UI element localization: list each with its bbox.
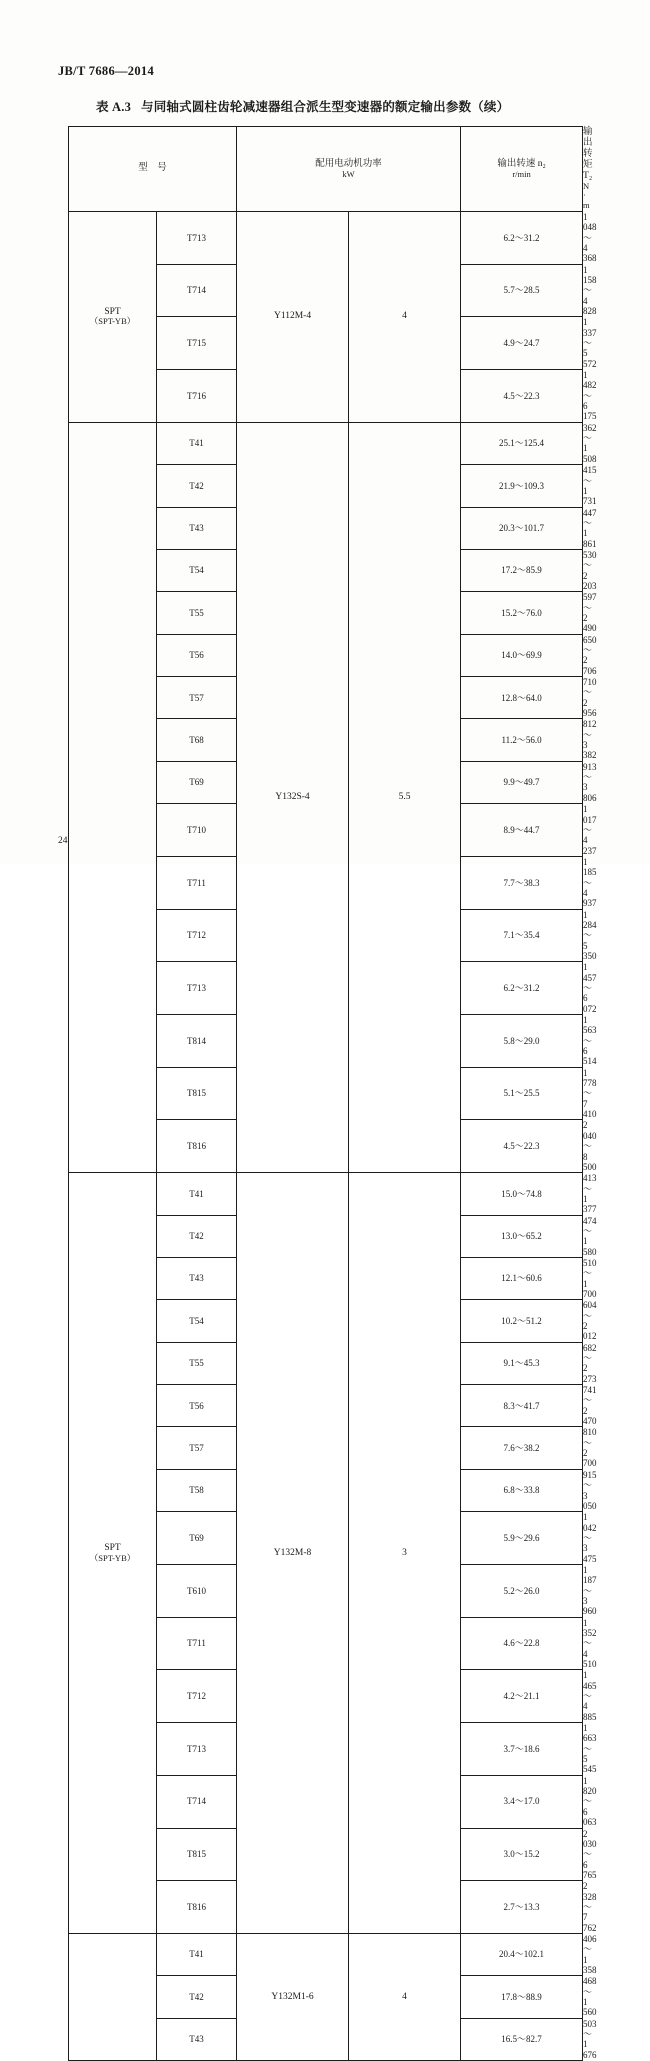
- output-speed-cell: 20.3～101.7: [461, 507, 583, 549]
- output-speed-cell: 25.1～125.4: [461, 422, 583, 464]
- table-row: T56 8.3～41.7 741～2 470: [69, 1385, 583, 1427]
- output-speed-cell: 17.8～88.9: [461, 1976, 583, 2018]
- model-cell: T713: [157, 211, 237, 264]
- output-speed-cell: 4.5～22.3: [461, 1120, 583, 1173]
- header-motor-power-line1: 配用电动机功率: [315, 158, 382, 169]
- model-cell: T714: [157, 1775, 237, 1828]
- model-cell: T43: [157, 1257, 237, 1299]
- model-cell: T714: [157, 264, 237, 317]
- series-cell: [69, 1173, 157, 1934]
- table-row: T41 Y132S-4 5.5 25.1～125.4 362～1 508: [69, 422, 583, 464]
- motor-cell: Y132M1-6: [237, 1933, 349, 2060]
- output-speed-cell: 15.2～76.0: [461, 592, 583, 634]
- table-row: SPT （SPT-YB） T713 Y112M-4 4 6.2～31.2 1 048～4 368: [69, 211, 583, 264]
- table-row: T41 Y132M1-6 4 20.4～102.1 406～1 358: [69, 1933, 583, 1975]
- output-speed-cell: 6.2～31.2: [461, 962, 583, 1015]
- model-cell: T42: [157, 1976, 237, 2018]
- model-cell: T42: [157, 465, 237, 507]
- model-cell: T816: [157, 1881, 237, 1934]
- series-name: SPT: [104, 1542, 121, 1553]
- table-row: T712 7.1～35.4 1 284～5 350: [69, 909, 583, 962]
- table-row: SPT （SPT-YB） T41 Y132M-8 3 15.0～74.8 413～1 377: [69, 1173, 583, 1215]
- table-row: T56 14.0～69.9 650～2 706: [69, 634, 583, 676]
- output-speed-cell: 5.2～26.0: [461, 1564, 583, 1617]
- model-cell: T41: [157, 1173, 237, 1215]
- table-row: T69 9.9～49.7 913～3 806: [69, 761, 583, 803]
- output-speed-cell: 12.1～60.6: [461, 1257, 583, 1299]
- table-row: T716 4.5～22.3 1 482～6 175: [69, 370, 583, 423]
- model-cell: T54: [157, 549, 237, 591]
- series-variant: （SPT-YB）: [89, 1552, 136, 1563]
- table-row: T43 16.5～82.7 503～1 676: [69, 2018, 583, 2060]
- output-speed-cell: 20.4～102.1: [461, 1933, 583, 1975]
- output-speed-cell: 15.0～74.8: [461, 1173, 583, 1215]
- output-speed-cell: 2.7～13.3: [461, 1881, 583, 1934]
- output-speed-cell: 4.5～22.3: [461, 370, 583, 423]
- table-caption: [96, 97, 509, 115]
- output-speed-cell: 8.3～41.7: [461, 1385, 583, 1427]
- output-speed-cell: 3.7～18.6: [461, 1723, 583, 1776]
- table-row: T815 5.1～25.5 1 778～7 410: [69, 1067, 583, 1120]
- table-row: T713 3.7～18.6 1 663～5 545: [69, 1723, 583, 1776]
- model-cell: T41: [157, 422, 237, 464]
- table-row: T55 15.2～76.0 597～2 490: [69, 592, 583, 634]
- table-row: T715 4.9～24.7 1 337～5 572: [69, 317, 583, 370]
- table-header-row: 型 号 配用电动机功率 kW 输出转速 n₂ r/min 输出转矩 T₂ N · m: [69, 127, 583, 212]
- model-cell: T710: [157, 804, 237, 857]
- header-motor-power-line2: kW: [342, 168, 355, 179]
- table-row: T711 7.7～38.3 1 185～4 937: [69, 856, 583, 909]
- table-row: T57 12.8～64.0 710～2 956: [69, 677, 583, 719]
- table-row: T714 5.7～28.5 1 158～4 828: [69, 264, 583, 317]
- model-cell: T68: [157, 719, 237, 761]
- model-cell: T713: [157, 1723, 237, 1776]
- header-output-speed: [461, 127, 583, 212]
- table-row: T710 8.9～44.7 1 017～4 237: [69, 804, 583, 857]
- output-speed-cell: 17.2～85.9: [461, 549, 583, 591]
- model-cell: T58: [157, 1469, 237, 1511]
- rated-output-parameters-table: [68, 126, 597, 2061]
- output-speed-cell: 10.2～51.2: [461, 1300, 583, 1342]
- table-row: T42 21.9～109.3 415～1 731: [69, 465, 583, 507]
- table-row: T55 9.1～45.3 682～2 273: [69, 1342, 583, 1384]
- table-row: T814 5.8～29.0 1 563～6 514: [69, 1015, 583, 1068]
- model-cell: T43: [157, 507, 237, 549]
- output-speed-cell: 8.9～44.7: [461, 804, 583, 857]
- table-row: T69 5.9～29.6 1 042～3 475: [69, 1512, 583, 1565]
- output-speed-cell: 6.8～33.8: [461, 1469, 583, 1511]
- model-cell: T815: [157, 1828, 237, 1881]
- table-row: T43 20.3～101.7 447～1 861: [69, 507, 583, 549]
- output-speed-cell: 5.9～29.6: [461, 1512, 583, 1565]
- series-cell: [69, 211, 157, 422]
- header-motor-power: [237, 127, 461, 212]
- table-row: T54 10.2～51.2 604～2 012: [69, 1300, 583, 1342]
- model-cell: T816: [157, 1120, 237, 1173]
- page-number: 24: [58, 836, 68, 846]
- output-speed-cell: 7.6～38.2: [461, 1427, 583, 1469]
- model-cell: T54: [157, 1300, 237, 1342]
- table-row: T42 17.8～88.9 468～1 560: [69, 1976, 583, 2018]
- model-cell: T55: [157, 592, 237, 634]
- motor-power-cell: 4: [349, 211, 461, 422]
- output-speed-cell: 5.1～25.5: [461, 1067, 583, 1120]
- output-speed-cell: 11.2～56.0: [461, 719, 583, 761]
- output-speed-cell: 3.0～15.2: [461, 1828, 583, 1881]
- output-speed-cell: 12.8～64.0: [461, 677, 583, 719]
- header-output-speed-line2: r/min: [512, 168, 531, 179]
- model-cell: T716: [157, 370, 237, 423]
- table-row: T712 4.2～21.1 1 465～4 885: [69, 1670, 583, 1723]
- model-cell: T610: [157, 1564, 237, 1617]
- model-cell: T69: [157, 761, 237, 803]
- output-speed-cell: 4.2～21.1: [461, 1670, 583, 1723]
- series-cell: [69, 422, 157, 1172]
- motor-power-cell: 3: [349, 1173, 461, 1934]
- output-speed-cell: 16.5～82.7: [461, 2018, 583, 2060]
- table-row: T816 4.5～22.3 2 040～8 500: [69, 1120, 583, 1173]
- model-cell: T713: [157, 962, 237, 1015]
- table-row: T610 5.2～26.0 1 187～3 960: [69, 1564, 583, 1617]
- table-row: T711 4.6～22.8 1 352～4 510: [69, 1617, 583, 1670]
- model-cell: T56: [157, 1385, 237, 1427]
- model-cell: T715: [157, 317, 237, 370]
- output-speed-cell: 14.0～69.9: [461, 634, 583, 676]
- series-cell: [69, 1933, 157, 2060]
- output-speed-cell: 13.0～65.2: [461, 1215, 583, 1257]
- model-cell: T55: [157, 1342, 237, 1384]
- standard-number-header: JB/T 7686—2014: [58, 64, 154, 78]
- output-speed-cell: 4.9～24.7: [461, 317, 583, 370]
- model-cell: T815: [157, 1067, 237, 1120]
- motor-cell: Y132S-4: [237, 422, 349, 1172]
- output-speed-cell: 4.6～22.8: [461, 1617, 583, 1670]
- model-cell: T57: [157, 1427, 237, 1469]
- table-caption-text: 与同轴式圆柱齿轮减速器组合派生型变速器的额定输出参数（续）: [141, 100, 510, 114]
- output-speed-cell: 7.7～38.3: [461, 856, 583, 909]
- model-cell: T712: [157, 1670, 237, 1723]
- model-cell: T56: [157, 634, 237, 676]
- table-row: T54 17.2～85.9 530～2 203: [69, 549, 583, 591]
- table-row: T57 7.6～38.2 810～2 700: [69, 1427, 583, 1469]
- table-row: T42 13.0～65.2 474～1 580: [69, 1215, 583, 1257]
- model-cell: T41: [157, 1933, 237, 1975]
- model-cell: T711: [157, 856, 237, 909]
- output-speed-cell: 5.8～29.0: [461, 1015, 583, 1068]
- header-model: 型 号: [69, 127, 237, 212]
- table-row: T68 11.2～56.0 812～3 382: [69, 719, 583, 761]
- output-speed-cell: 6.2～31.2: [461, 211, 583, 264]
- output-speed-cell: 7.1～35.4: [461, 909, 583, 962]
- model-cell: T814: [157, 1015, 237, 1068]
- motor-power-cell: 4: [349, 1933, 461, 2060]
- output-speed-cell: 9.9～49.7: [461, 761, 583, 803]
- table-row: T713 6.2～31.2 1 457～6 072: [69, 962, 583, 1015]
- model-cell: T42: [157, 1215, 237, 1257]
- table-row: T714 3.4～17.0 1 820～6 063: [69, 1775, 583, 1828]
- model-cell: T69: [157, 1512, 237, 1565]
- model-cell: T711: [157, 1617, 237, 1670]
- motor-power-cell: 5.5: [349, 422, 461, 1172]
- model-cell: T712: [157, 909, 237, 962]
- table-row: T58 6.8～33.8 915～3 050: [69, 1469, 583, 1511]
- series-variant: （SPT-YB）: [89, 316, 136, 327]
- series-name: SPT: [104, 306, 121, 317]
- header-output-speed-line1: 输出转速 n₂: [497, 158, 546, 169]
- output-speed-cell: 5.7～28.5: [461, 264, 583, 317]
- table-row: T43 12.1～60.6 510～1 700: [69, 1257, 583, 1299]
- table-row: T815 3.0～15.2 2 030～6 765: [69, 1828, 583, 1881]
- output-speed-cell: 3.4～17.0: [461, 1775, 583, 1828]
- motor-cell: Y132M-8: [237, 1173, 349, 1934]
- model-cell: T57: [157, 677, 237, 719]
- output-speed-cell: 21.9～109.3: [461, 465, 583, 507]
- model-cell: T43: [157, 2018, 237, 2060]
- motor-cell: Y112M-4: [237, 211, 349, 422]
- output-speed-cell: 9.1～45.3: [461, 1342, 583, 1384]
- table-row: T816 2.7～13.3 2 328～7 762: [69, 1881, 583, 1934]
- table-caption-number: 表 A.3: [96, 100, 132, 114]
